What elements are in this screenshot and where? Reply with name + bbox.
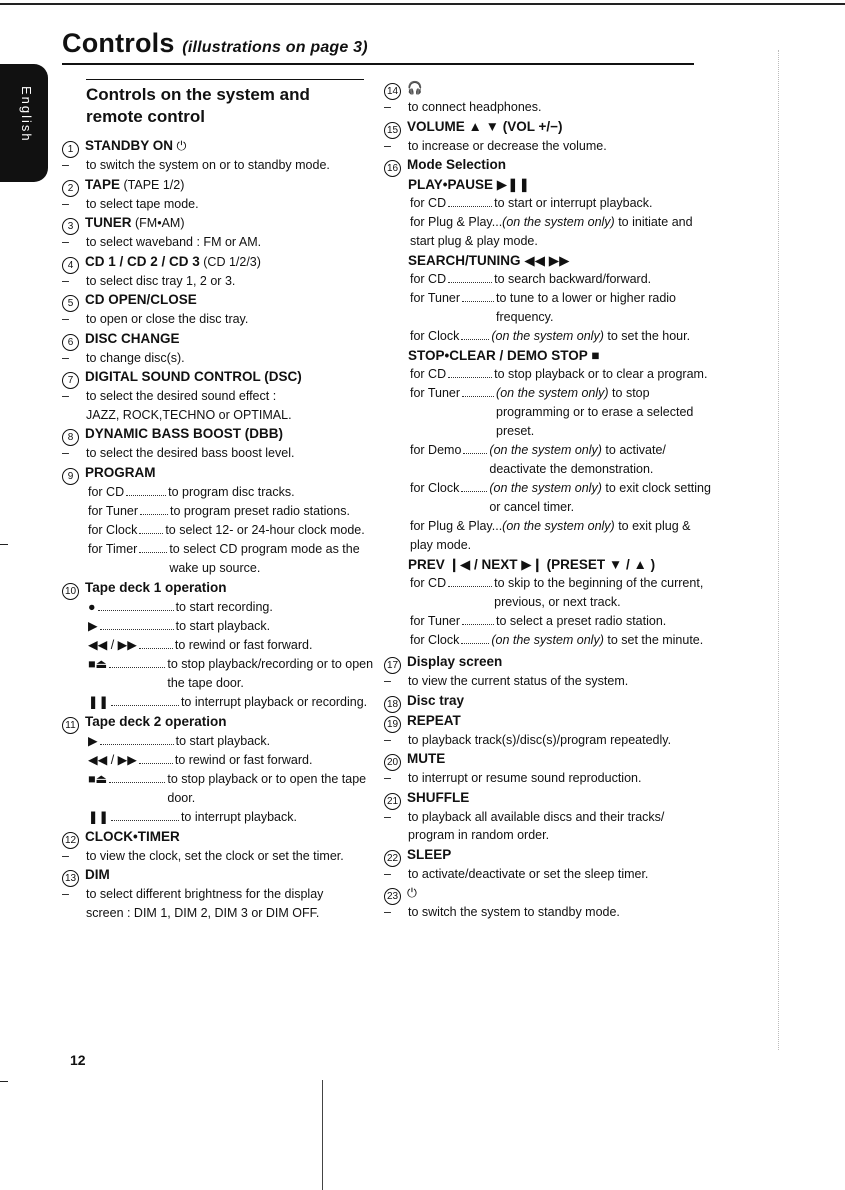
crop-mark bbox=[0, 544, 8, 545]
item-number: 19 bbox=[384, 716, 401, 733]
item-desc: to increase or decrease the volume. bbox=[408, 138, 607, 153]
item-desc: to select waveband : FM or AM. bbox=[86, 235, 262, 249]
function-row bbox=[88, 598, 382, 617]
row-value: to stop playback or to clear a program. bbox=[494, 367, 708, 381]
item-number: 21 bbox=[384, 793, 401, 810]
function-row bbox=[88, 770, 382, 808]
item-label: SHUFFLE bbox=[407, 789, 470, 805]
play-icon: ▶ bbox=[88, 618, 98, 633]
row-label: for Timer bbox=[88, 541, 138, 556]
item-number: 16 bbox=[384, 160, 401, 177]
item-label: Display screen bbox=[407, 654, 503, 669]
item-label-extra: (TAPE 1/2) bbox=[123, 177, 185, 192]
row-value: to stop playback or to open the tape door. bbox=[167, 771, 367, 805]
item-desc: to activate/deactivate or set the sleep timer. bbox=[408, 866, 649, 881]
item-label: Mode Selection bbox=[407, 157, 507, 172]
row-label: for CD bbox=[410, 196, 447, 210]
function-row bbox=[88, 693, 382, 712]
row-label: for Clock bbox=[88, 522, 138, 537]
control-item: 5 CD OPEN/CLOSE – to open or close the disc tray. bbox=[62, 292, 249, 326]
page-title-text: Controls bbox=[62, 28, 175, 58]
row-value: to program preset radio stations. bbox=[170, 503, 350, 518]
item-number: 1 bbox=[62, 141, 79, 158]
item-label: CD 1 / CD 2 / CD 3 bbox=[85, 253, 200, 269]
row-label: for Clock bbox=[410, 633, 460, 647]
control-item bbox=[62, 712, 382, 827]
function-table bbox=[384, 194, 714, 251]
function-row bbox=[88, 502, 382, 521]
item-label: REPEAT bbox=[407, 712, 461, 728]
row-label: for CD bbox=[410, 367, 447, 381]
item-label: VOLUME ▲ ▼ (VOL +/−) bbox=[407, 118, 563, 134]
item-desc: to select disc tray 1, 2 or 3. bbox=[86, 273, 236, 288]
item-desc: JAZZ, ROCK,TECHNO or OPTIMAL. bbox=[86, 407, 292, 422]
headphones-icon: 🎧 bbox=[407, 81, 423, 95]
control-item: 14 🎧 – to connect headphones. bbox=[384, 81, 542, 114]
item-number: 22 bbox=[384, 850, 401, 867]
item-desc: to switch the system on or to standby mode. bbox=[86, 158, 330, 172]
row-note: (on the system only) bbox=[489, 443, 602, 457]
item-label: TAPE bbox=[85, 176, 121, 192]
control-item: 2 TAPE (TAPE 1/2) – to select tape mode. bbox=[62, 176, 199, 211]
row-note: (on the system only) bbox=[491, 633, 604, 647]
language-tab-label: English bbox=[19, 86, 34, 143]
row-label: for CD bbox=[410, 576, 447, 590]
item-number: 18 bbox=[384, 696, 401, 713]
control-item: 6 DISC CHANGE – to change disc(s). bbox=[62, 330, 185, 365]
function-row bbox=[410, 631, 714, 650]
control-item: 3 TUNER (FM•AM) – to select waveband : FM or AM. bbox=[62, 215, 262, 249]
function-table bbox=[62, 732, 382, 827]
function-row bbox=[410, 517, 714, 555]
title-rule bbox=[62, 63, 694, 65]
control-item: 1 STANDBY ON ⏻ – to switch the system on or to standby mode. bbox=[62, 138, 330, 172]
section-rule bbox=[86, 79, 364, 80]
item-label: Tape deck 2 operation bbox=[85, 713, 227, 729]
item-label: TUNER bbox=[85, 215, 132, 230]
item-desc: to open or close the disc tray. bbox=[86, 312, 249, 326]
section-title-line: Controls on the system and bbox=[86, 85, 310, 104]
rewind-forward-icon: ◀◀ / ▶▶ bbox=[88, 637, 137, 652]
function-row bbox=[88, 540, 382, 578]
row-value: to select a preset radio station. bbox=[496, 614, 667, 628]
crop-mark bbox=[0, 1081, 8, 1082]
stop-eject-icon: ■⏏ bbox=[88, 656, 108, 671]
play-pause-heading: PLAY•PAUSE ▶❚❚ bbox=[408, 177, 530, 192]
function-row bbox=[88, 636, 382, 655]
control-item bbox=[62, 463, 382, 578]
item-number: 14 bbox=[384, 83, 401, 100]
item-number: 11 bbox=[62, 717, 79, 734]
item-label: MUTE bbox=[407, 751, 446, 766]
control-item bbox=[384, 691, 714, 711]
row-value: to start playback. bbox=[175, 733, 271, 748]
item-number: 2 bbox=[62, 180, 79, 197]
function-row bbox=[88, 732, 382, 751]
row-label: for Plug & Play... bbox=[410, 519, 503, 533]
item-desc: to view the clock, set the clock or set the timer. bbox=[86, 848, 344, 863]
pause-icon: ❚❚ bbox=[88, 809, 109, 824]
play-icon: ▶ bbox=[88, 733, 98, 748]
function-row bbox=[88, 808, 382, 827]
item-number: 7 bbox=[62, 372, 79, 389]
power-icon: ⏻ bbox=[176, 139, 187, 153]
row-note: (on the system only) bbox=[496, 386, 609, 400]
function-row bbox=[410, 365, 714, 384]
row-label: for Tuner bbox=[410, 291, 461, 305]
function-row bbox=[88, 483, 382, 502]
function-table bbox=[384, 270, 714, 346]
function-table bbox=[384, 574, 714, 650]
item-label: PROGRAM bbox=[85, 464, 156, 480]
row-value: to rewind or fast forward. bbox=[174, 752, 313, 767]
fold-line bbox=[322, 1080, 323, 1190]
item-number: 17 bbox=[384, 657, 401, 674]
control-item: 20 MUTE – to interrupt or resume sound reproduction. bbox=[384, 751, 642, 785]
item-number: 15 bbox=[384, 122, 401, 139]
row-note: (on the system only) bbox=[489, 481, 602, 495]
function-row bbox=[88, 655, 382, 693]
control-item: 17 Display screen – to view the current status of the system. bbox=[384, 654, 629, 688]
stop-clear-heading: STOP•CLEAR / DEMO STOP ■ bbox=[408, 348, 600, 363]
control-item bbox=[384, 155, 714, 650]
row-value: to rewind or fast forward. bbox=[174, 637, 313, 652]
row-label: for Tuner bbox=[410, 386, 461, 400]
row-value: to stop programming or to erase a selected preset. bbox=[496, 386, 694, 438]
function-row bbox=[410, 289, 714, 327]
row-label: for Demo bbox=[410, 443, 462, 457]
function-row bbox=[410, 213, 714, 251]
right-column bbox=[384, 78, 714, 922]
row-label: for Plug & Play... bbox=[410, 215, 503, 229]
item-desc: to select the desired bass boost level. bbox=[86, 446, 295, 460]
row-value: to stop playback/recording or to open the tape door. bbox=[167, 656, 374, 690]
item-number: 23 bbox=[384, 888, 401, 905]
row-value: to skip to the beginning of the current, previous, or next track. bbox=[494, 576, 704, 609]
function-row bbox=[410, 194, 714, 213]
item-desc: to interrupt or resume sound reproduction. bbox=[408, 771, 642, 785]
item-label: DYNAMIC BASS BOOST (DBB) bbox=[85, 426, 283, 441]
item-label: Tape deck 1 operation bbox=[85, 579, 227, 595]
row-value: to set the minute. bbox=[603, 633, 704, 647]
item-number: 4 bbox=[62, 257, 79, 274]
item-desc: to change disc(s). bbox=[86, 350, 185, 365]
row-value: to exit plug & play mode. bbox=[410, 519, 691, 552]
row-label: for CD bbox=[410, 272, 447, 286]
control-item: 23 ⏻ – to switch the system to standby mode. bbox=[384, 886, 620, 919]
row-value: to select 12- or 24-hour clock mode. bbox=[165, 522, 365, 537]
row-label: for CD bbox=[88, 484, 125, 499]
item-desc: to view the current status of the system. bbox=[408, 674, 629, 688]
row-value: to exit clock setting or cancel timer. bbox=[489, 481, 711, 514]
row-note: (on the system only) bbox=[491, 329, 604, 343]
row-value: to activate/ deactivate the demonstration. bbox=[489, 443, 666, 476]
section-title bbox=[86, 84, 356, 128]
item-number: 5 bbox=[62, 295, 79, 312]
page-subtitle: (illustrations on page 3) bbox=[182, 39, 368, 56]
page-title bbox=[62, 28, 368, 59]
function-row bbox=[410, 327, 714, 346]
item-number: 6 bbox=[62, 334, 79, 351]
item-number: 8 bbox=[62, 429, 79, 446]
row-value: to tune to a lower or higher radio frequency. bbox=[496, 291, 676, 324]
item-label: DISC CHANGE bbox=[85, 330, 180, 346]
item-number: 12 bbox=[62, 832, 79, 849]
row-note: (on the system only) bbox=[502, 519, 615, 533]
row-value: to program disc tracks. bbox=[168, 484, 295, 499]
function-row bbox=[410, 574, 714, 612]
control-item: 22 SLEEP – to activate/deactivate or set the sleep timer. bbox=[384, 846, 649, 881]
row-value: to search backward/forward. bbox=[494, 272, 652, 286]
function-row bbox=[410, 479, 714, 517]
item-number: 10 bbox=[62, 583, 79, 600]
function-row bbox=[410, 384, 714, 441]
row-label: for Clock bbox=[410, 329, 460, 343]
row-value: to interrupt playback. bbox=[180, 809, 297, 824]
prev-next-heading: PREV ❙◀ / NEXT ▶❙ (PRESET ▼ / ▲ ) bbox=[408, 557, 656, 572]
control-item bbox=[62, 578, 382, 712]
item-number: 20 bbox=[384, 754, 401, 771]
item-label: Disc tray bbox=[407, 692, 465, 708]
power-icon: ⏻ bbox=[407, 886, 417, 900]
function-row bbox=[410, 612, 714, 631]
item-label: SLEEP bbox=[407, 846, 452, 862]
item-desc: to switch the system to standby mode. bbox=[408, 905, 620, 919]
item-number: 3 bbox=[62, 218, 79, 235]
function-table bbox=[62, 598, 382, 712]
function-row bbox=[88, 751, 382, 770]
function-table bbox=[384, 365, 714, 555]
top-rule bbox=[0, 3, 845, 5]
function-row bbox=[88, 521, 382, 540]
function-table bbox=[62, 483, 382, 578]
control-item: 13 DIM – to select different brightness for the display screen : DIM 1, DIM 2, DIM 3 or DIM OFF. bbox=[62, 867, 324, 920]
function-row bbox=[410, 441, 714, 479]
item-label: DIM bbox=[85, 867, 110, 882]
item-number: 9 bbox=[62, 468, 79, 485]
item-desc: to select tape mode. bbox=[86, 196, 199, 211]
row-value: to start playback. bbox=[175, 618, 271, 633]
row-note: (on the system only) bbox=[502, 215, 615, 229]
pause-icon: ❚❚ bbox=[88, 694, 109, 709]
left-column bbox=[62, 136, 382, 922]
row-label: for Clock bbox=[410, 481, 460, 495]
item-label: CLOCK•TIMER bbox=[85, 828, 180, 844]
item-label-extra: (CD 1/2/3) bbox=[203, 254, 261, 269]
item-desc: to playback track(s)/disc(s)/program repeatedly. bbox=[408, 732, 672, 747]
stop-eject-icon: ■⏏ bbox=[88, 771, 108, 786]
row-value: to initiate and start plug & play mode. bbox=[410, 215, 693, 248]
control-item: 19 REPEAT – to playback track(s)/disc(s)/program repeatedly. bbox=[384, 712, 672, 747]
row-value: to select CD program mode as the wake up source. bbox=[169, 541, 360, 575]
function-row bbox=[88, 617, 382, 636]
margin-dotted-line bbox=[778, 50, 779, 1050]
section-title-line: remote control bbox=[86, 107, 206, 126]
control-item: 21 SHUFFLE – to playback all available discs and their tracks/ program in random order. bbox=[384, 789, 665, 842]
control-item: 12 CLOCK•TIMER – to view the clock, set the clock or set the timer. bbox=[62, 828, 344, 863]
search-tuning-heading: SEARCH/TUNING ◀◀ ▶▶ bbox=[408, 253, 570, 268]
row-value: to start or interrupt playback. bbox=[494, 196, 653, 210]
page-number: 12 bbox=[70, 1052, 86, 1068]
item-label: CD OPEN/CLOSE bbox=[85, 292, 197, 307]
control-item: 15 VOLUME ▲ ▼ (VOL +/−) – to increase or decrease the volume. bbox=[384, 118, 607, 153]
item-desc: to playback all available discs and their tracks/ program in random order. bbox=[408, 809, 665, 842]
row-value: to start recording. bbox=[175, 599, 273, 614]
rewind-forward-icon: ◀◀ / ▶▶ bbox=[88, 752, 137, 767]
control-item: 7 DIGITAL SOUND CONTROL (DSC) – to select the desired sound effect : JAZZ, ROCK,TECHNO or OPTIMAL. bbox=[62, 367, 382, 424]
row-value: to interrupt playback or recording. bbox=[180, 694, 368, 709]
row-value: to set the hour. bbox=[603, 329, 691, 343]
item-desc: to select different brightness for the display screen : DIM 1, DIM 2, DIM 3 or DIM OFF. bbox=[86, 887, 324, 920]
item-number: 13 bbox=[62, 870, 79, 887]
record-icon: ● bbox=[88, 599, 96, 614]
item-desc: to select the desired sound effect : bbox=[86, 389, 277, 403]
item-label: STANDBY ON bbox=[85, 138, 174, 153]
control-item: 8 DYNAMIC BASS BOOST (DBB) – to select the desired bass boost level. bbox=[62, 426, 295, 460]
function-row bbox=[410, 270, 714, 289]
row-label: for Tuner bbox=[410, 614, 461, 628]
control-item: 4 CD 1 / CD 2 / CD 3 (CD 1/2/3) – to select disc tray 1, 2 or 3. bbox=[62, 253, 261, 288]
item-label: DIGITAL SOUND CONTROL (DSC) bbox=[85, 369, 302, 384]
row-label: for Tuner bbox=[88, 503, 139, 518]
item-desc: to connect headphones. bbox=[408, 100, 542, 114]
item-label-extra: (FM•AM) bbox=[134, 216, 185, 230]
